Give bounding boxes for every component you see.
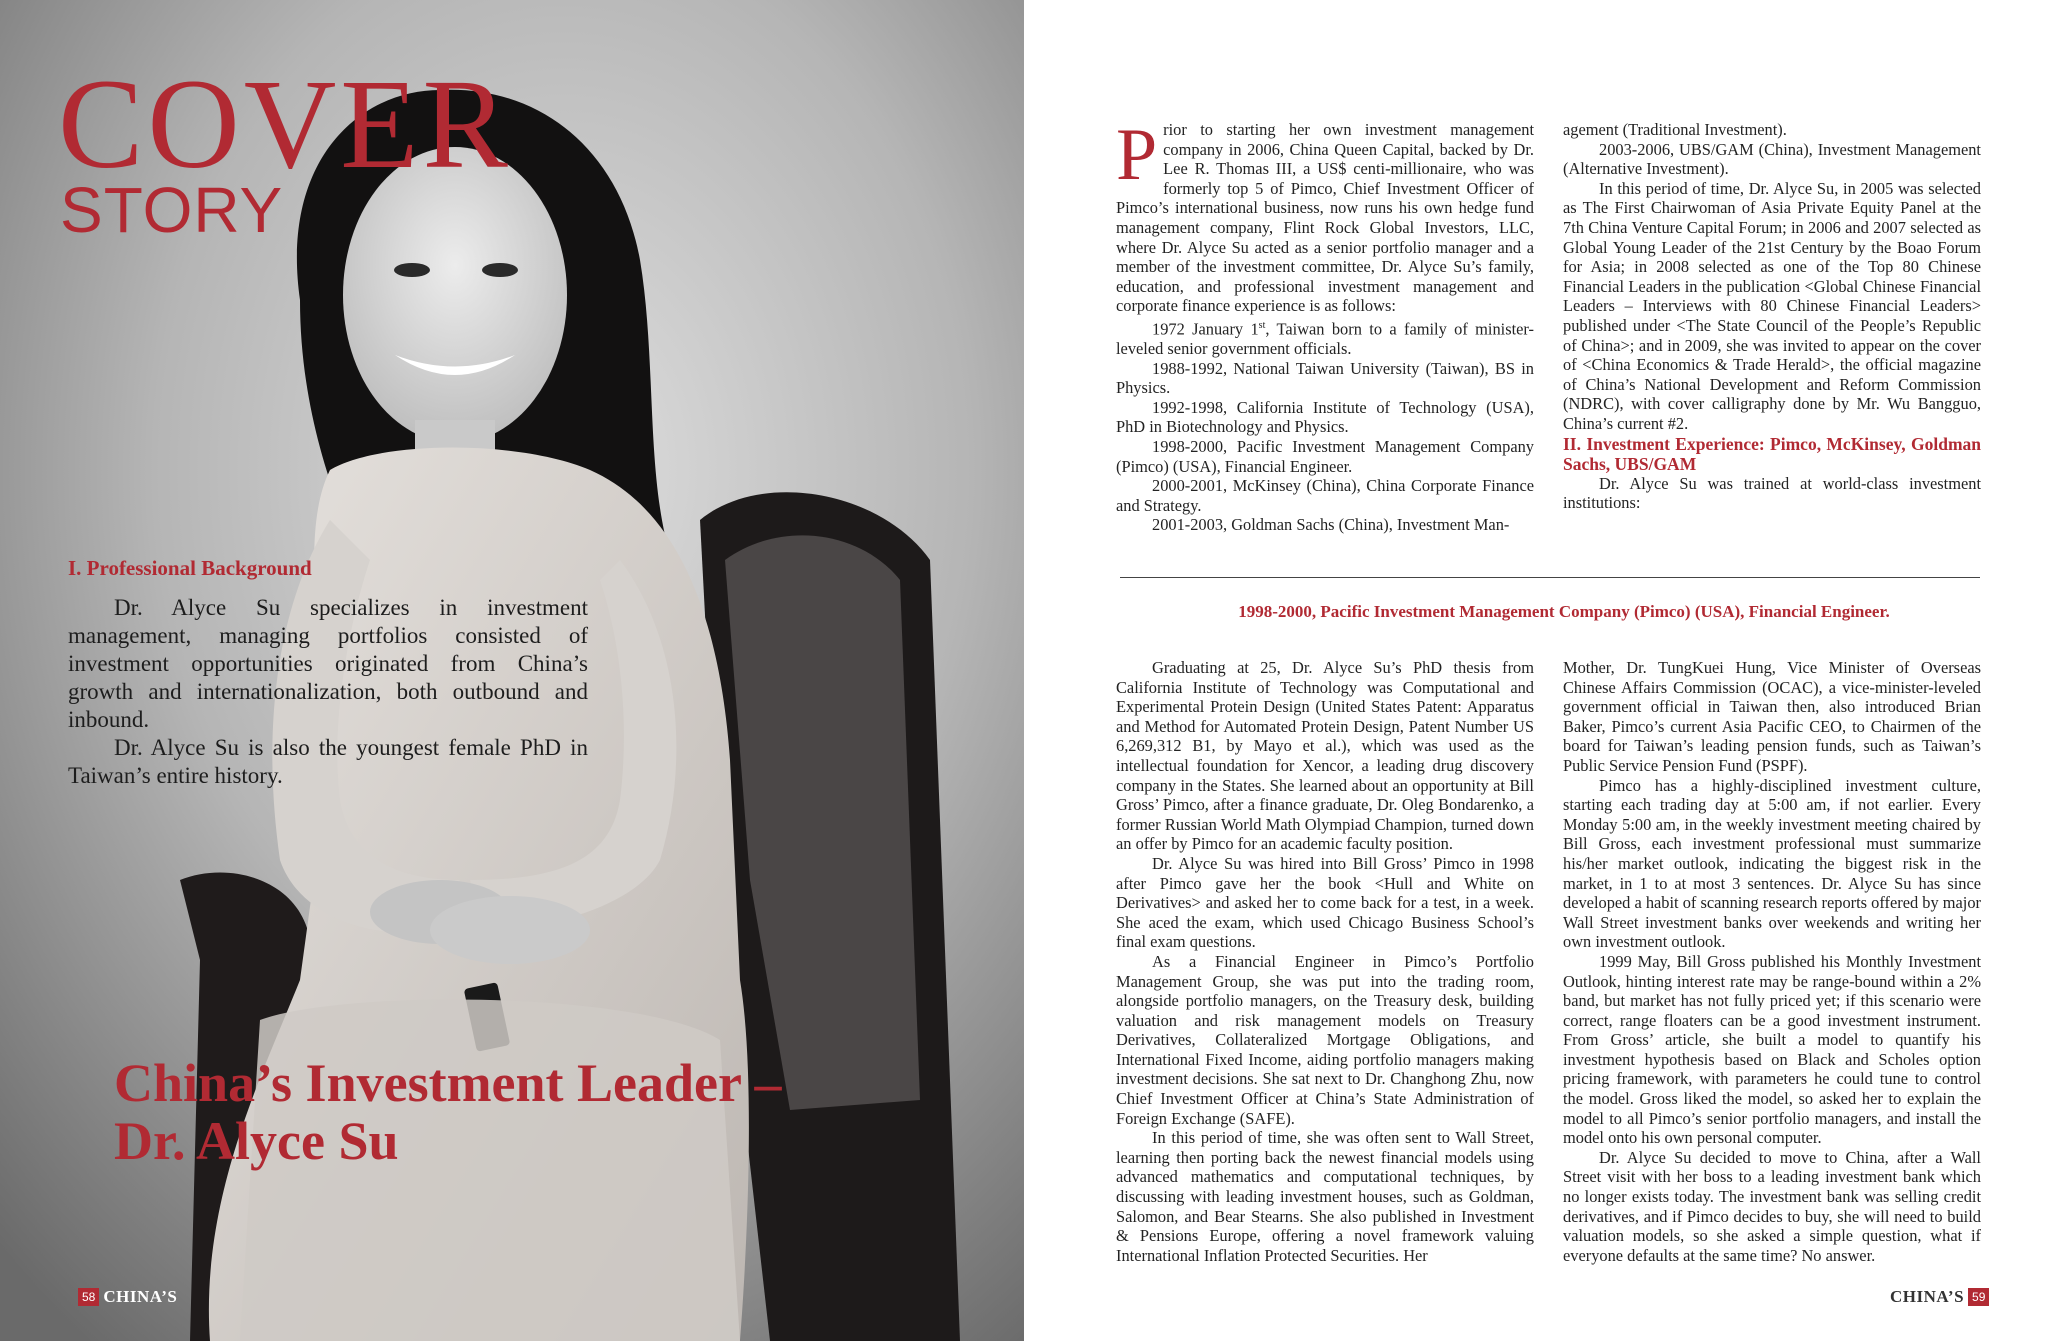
page-number-left: 58 (78, 1288, 99, 1306)
intro-paragraph: Dr. Alyce Su specializes in investment management, managing portfolios consisted of investment opportunities originated from China’s growth and internationalization, both outbound and inbound. (68, 595, 588, 732)
body-paragraph: Mother, Dr. TungKuei Hung, Vice Minister of Overseas Chinese Affairs Commission (OCAC), a vice-minister-leveled government official in Taiwan then, also introduced Brian Baker, Pimco’s current Asia Pacific CEO, to Chairmen of the board for Taiwan’s leading pension funds, such as Taiwan’s Public Service Pension Fund (PSPF). (1563, 658, 1981, 775)
article-headline (114, 1054, 782, 1170)
headline-line-2: Dr. Alyce Su (114, 1111, 399, 1171)
horizontal-divider (1120, 577, 1980, 578)
text-column-3 (1116, 658, 1534, 1265)
magazine-logo-left: CHINA’S (103, 1287, 178, 1306)
intro-paragraph: Dr. Alyce Su is also the youngest female PhD in Taiwan’s entire history. (68, 735, 588, 788)
section-heading-professional-background: I. Professional Background (68, 556, 312, 580)
headline-line-1: China’s Investment Leader – (114, 1053, 782, 1113)
body-paragraph (1116, 316, 1534, 359)
drop-cap: P (1116, 114, 1158, 196)
body-paragraph: Pimco has a highly-disciplined investment culture, starting each trading day at 5:00 am, if not earlier. Every Monday 5:00 am, in the weekly investment meeting chaired by Bill Gross, each investment professional must summarize his/her market outlook, indicating the biggest risk in the market, in 1 to at most 3 sentences. Dr. Alyce Su has since developed a habit of scanning research reports offered by major Wall Street investment banks over weekends and writing her own investment outlook. (1563, 775, 1981, 952)
body-paragraph: 1988-1992, National Taiwan University (Taiwan), BS in Physics. (1116, 358, 1534, 398)
paragraph-text: rior to starting her own investment management company in 2006, China Queen Capital, backed by Dr. Lee R. Thomas III, a US$ centi-millionaire, who was formerly top 5 of Pimco, Chief Investment Officer of Pimco’s international business, now runs his own hedge fund management company, Flint Rock Global Investors, LLC, where Dr. Alyce Su acted as a senior portfolio manager and a member of the investment committee, Dr. Alyce Su’s family, education, and professional investment management and corporate finance experience is as follows: (1116, 120, 1534, 316)
right-page (1024, 0, 2048, 1341)
body-paragraph: 1992-1998, California Institute of Technology (USA), PhD in Biotechnology and Physics. (1116, 397, 1534, 437)
body-paragraph: 2001-2003, Goldman Sachs (China), Investment Man- (1152, 515, 1510, 535)
body-paragraph: agement (Traditional Investment). (1563, 120, 1787, 139)
body-paragraph: As a Financial Engineer in Pimco’s Portfolio Management Group, she was put into the trading room, alongside portfolio managers, on the Treasury desk, building valuation and risk management models on Treasury Derivatives, Collateralized Mortgage Obligations, and International Fixed Income, aiding portfolio managers making investment decisions. She sat next to Dr. Changhong Zhu, now Chief Investment Officer at China’s State Administration of Foreign Exchange (SAFE). (1116, 951, 1534, 1128)
body-paragraph: In this period of time, she was often sent to Wall Street, learning then porting back the newest financial models using advanced mathematics and computational techniques, by discussing with leading investment houses, such as Goldman, Salomon, and Bear Stearns. She also published in Investment & Pensions Europe, offering a novel framework valuing International Inflation Protected Securities. Her (1116, 1128, 1534, 1265)
body-paragraph: 2003-2006, UBS/GAM (China), Investment Management (Alternative Investment). (1563, 139, 1981, 179)
paragraph-text: 1972 January 1 (1152, 319, 1259, 339)
body-paragraph: 1999 May, Bill Gross published his Monthly Investment Outlook, hinting interest rate may be range-bound within a 2% band, but market has not fully priced yet; if this scenario were correct, range floaters can be a good investment instrument. From Gross’ article, she built a model to quantify his investment hypothesis based on Black and Scholes option pricing framework, with parameters he could tune to control the model. Gross liked the model, so asked her to explain the model to all Pimco’s senior portfolio managers, and install the model onto his own personal computer. (1563, 951, 1981, 1148)
page-number-right: 59 (1968, 1288, 1989, 1306)
cover-title: COVER (58, 53, 512, 195)
folio-right (1890, 1287, 1989, 1307)
folio-left (78, 1287, 177, 1307)
superscript: st (1258, 319, 1266, 331)
text-column-4 (1563, 658, 1981, 1265)
body-paragraph (1116, 114, 1534, 316)
text-column-2 (1563, 120, 1981, 513)
section-heading-investment-experience: II. Investment Experience: Pimco, McKinsey, Goldman Sachs, UBS/GAM (1563, 433, 1981, 474)
body-paragraph: Dr. Alyce Su was hired into Bill Gross’ Pimco in 1998 after Pimco gave her the book <Hull and White on Derivatives> and asked her to come back for a test, in a week. She aced the exam, which used Chicago Business School’s final exam questions. (1116, 853, 1534, 952)
subsection-heading-pimco: 1998-2000, Pacific Investment Management Company (Pimco) (USA), Financial Engineer. (1238, 602, 1890, 621)
text-column-1 (1116, 114, 1534, 535)
story-subtitle: STORY (60, 174, 284, 246)
paragraph-text: , Taiwan born to a family of minister-leveled senior government officials. (1116, 319, 1534, 358)
body-paragraph: Dr. Alyce Su decided to move to China, after a Wall Street visit with her boss to a leading investment bank which no longer exists today. The investment bank was selling credit derivatives, and if Pimco decides to buy, she will need to build valuation models, so she asked a simple question, what if everyone defaults at the same time? No answer. (1563, 1147, 1981, 1265)
body-paragraph: Dr. Alyce Su was trained at world-class investment institutions: (1563, 473, 1981, 513)
body-paragraph: In this period of time, Dr. Alyce Su, in 2005 was selected as The First Chairwoman of Asia Private Equity Panel at the 7th China Venture Capital Forum; in 2006 and 2007 selected as Global Young Leader of the 21st Century by the Boao Forum for Asia; in 2008 selected as one of the Top 80 Chinese Financial Leaders in the publication <Global Chinese Financial Leaders – Interviews with 80 Chinese Financial Leaders> published under <The State Council of the People’s Republic of China>; and in 2009, she was invited to appear on the cover of <China Economics & Trade Herald>, the official magazine of China’s National Development and Reform Commission (NDRC), with cover calligraphy done by Mr. Wu Bangguo, China’s current #2. (1563, 178, 1981, 433)
intro-text (68, 594, 588, 790)
body-paragraph: 2000-2001, McKinsey (China), China Corporate Finance and Strategy. (1116, 476, 1534, 515)
body-paragraph: 1998-2000, Pacific Investment Management Company (Pimco) (USA), Financial Engineer. (1116, 436, 1534, 476)
body-paragraph: Graduating at 25, Dr. Alyce Su’s PhD thesis from California Institute of Technology was Computational and Experimental Protein Design (United States Patent: Apparatus and Method for Automated Protein Design, Patent Number US 6,269,312 B1, by Mayo et al.), which was used as the intellectual foundation for Xencor, a leading drug discovery company in the States. She learned about an opportunity at Bill Gross’ Pimco, after a finance graduate, Dr. Oleg Bondarenko, a former Russian World Math Olympiad Champion, turned down an offer by Pimco for an academic faculty position. (1116, 658, 1534, 854)
magazine-logo-right: CHINA’S (1890, 1287, 1965, 1306)
